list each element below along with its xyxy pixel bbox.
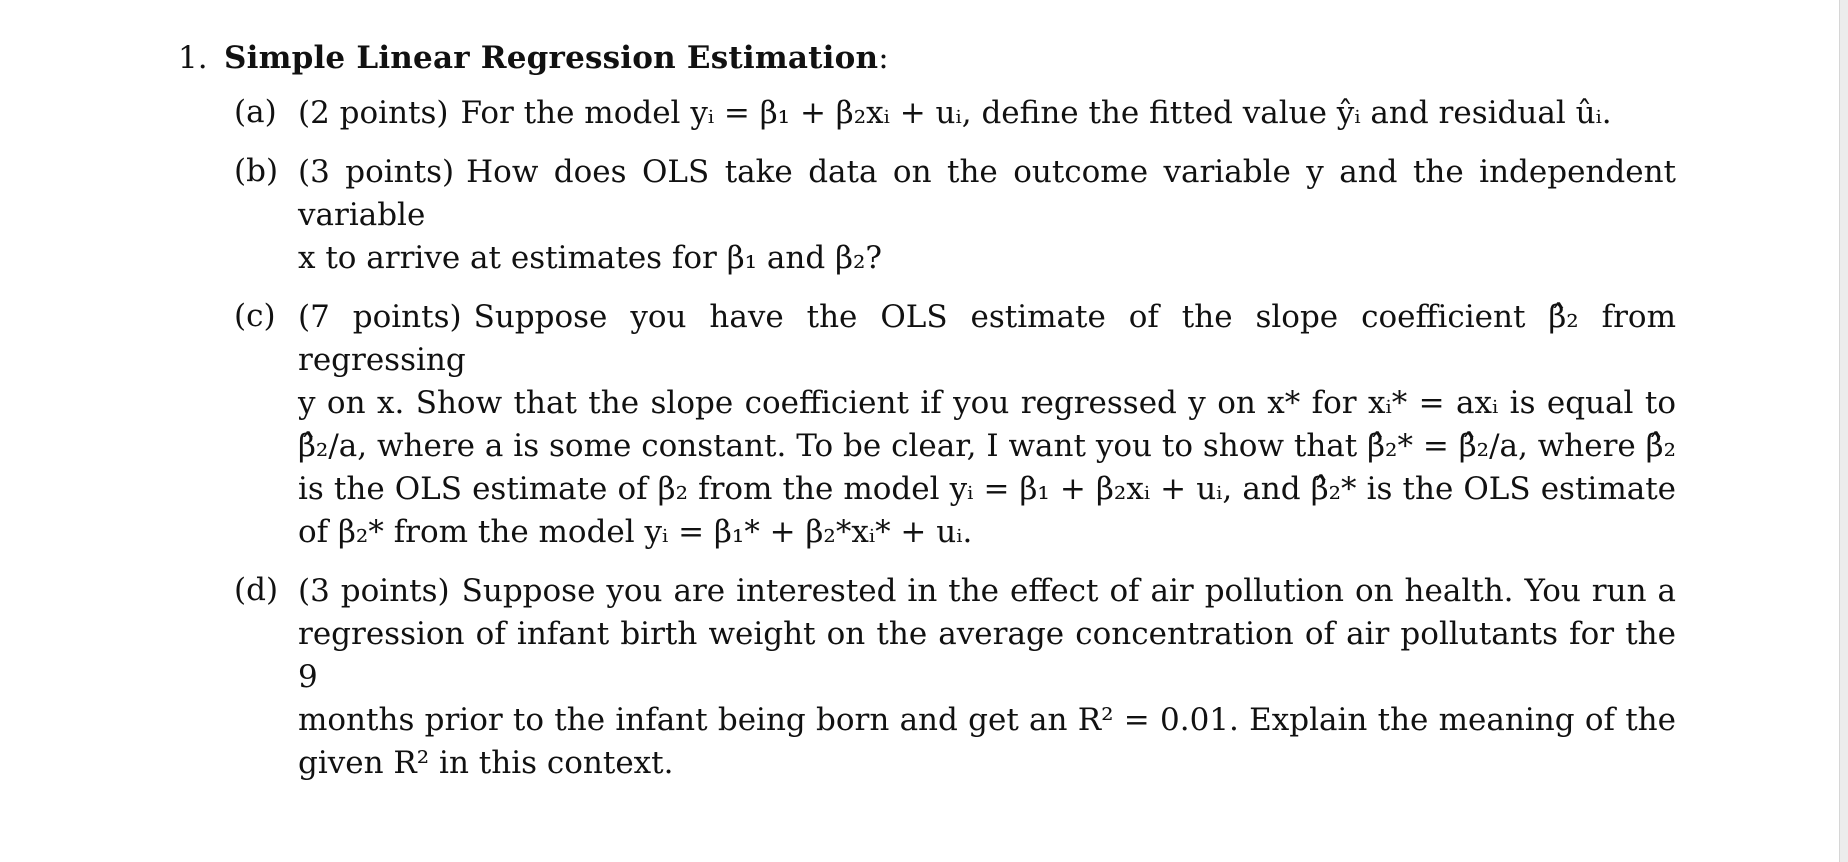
part-d-line: months prior to the infant being born and get an R² = 0.01. Explain the meaning of the — [298, 702, 1676, 738]
question-title-colon: : — [878, 40, 889, 76]
part-d-line: given R² in this context. — [298, 745, 674, 781]
part-c-points: (7 points) — [298, 299, 462, 335]
part-a-points: (2 points) — [298, 95, 449, 131]
part-c-text: Suppose you have the OLS estimate of the slope coefficient β̂₂ from regressing — [298, 299, 1676, 378]
part-c-line: β̂₂/a, where a is some constant. To be clear, I want you to show that β̂₂* = β̂₂/a, where β̂₂ — [298, 428, 1676, 464]
part-b-label: (b) — [234, 153, 279, 189]
part-d-body — [298, 570, 1676, 785]
part-c-body — [298, 296, 1676, 554]
part-a-label: (a) — [234, 94, 277, 130]
part-a — [234, 92, 1678, 135]
question-1 — [178, 38, 1678, 801]
part-a-line — [298, 92, 1676, 135]
part-b-body — [298, 151, 1676, 280]
part-b-points: (3 points) — [298, 154, 455, 190]
part-d-line — [298, 570, 1676, 613]
part-a-body — [298, 92, 1676, 135]
part-c-line: is the OLS estimate of β₂ from the model yᵢ = β₁ + β₂xᵢ + uᵢ, and β̂₂* is the OLS estimate — [298, 471, 1676, 507]
part-b-text: How does OLS take data on the outcome variable y and the independent variable — [298, 154, 1676, 233]
part-d-points: (3 points) — [298, 573, 450, 609]
part-d-label: (d) — [234, 572, 279, 608]
part-c-line: y on x. Show that the slope coefficient if you regressed y on x* for xᵢ* = axᵢ is equal to — [298, 385, 1676, 421]
part-b — [234, 151, 1678, 280]
part-b-line — [298, 151, 1676, 237]
part-c-line: of β₂* from the model yᵢ = β₁* + β₂*xᵢ* + uᵢ. — [298, 514, 973, 550]
part-c-label: (c) — [234, 298, 276, 334]
question-heading — [178, 38, 1678, 78]
part-d-line: regression of infant birth weight on the average concentration of air pollutants for the 9 — [298, 616, 1676, 695]
part-c-line — [298, 296, 1676, 382]
part-d-text: Suppose you are interested in the effect of air pollution on health. You run a — [461, 573, 1676, 609]
part-b-line: x to arrive at estimates for β₁ and β₂? — [298, 240, 883, 276]
part-c — [234, 296, 1678, 554]
part-d — [234, 570, 1678, 785]
question-title: Simple Linear Regression Estimation — [224, 40, 879, 76]
part-a-text: For the model yᵢ = β₁ + β₂xᵢ + uᵢ, define the fitted value ŷᵢ and residual ûᵢ. — [460, 95, 1612, 131]
vertical-scrollbar[interactable] — [1839, 0, 1848, 862]
question-number: 1. — [178, 40, 208, 76]
